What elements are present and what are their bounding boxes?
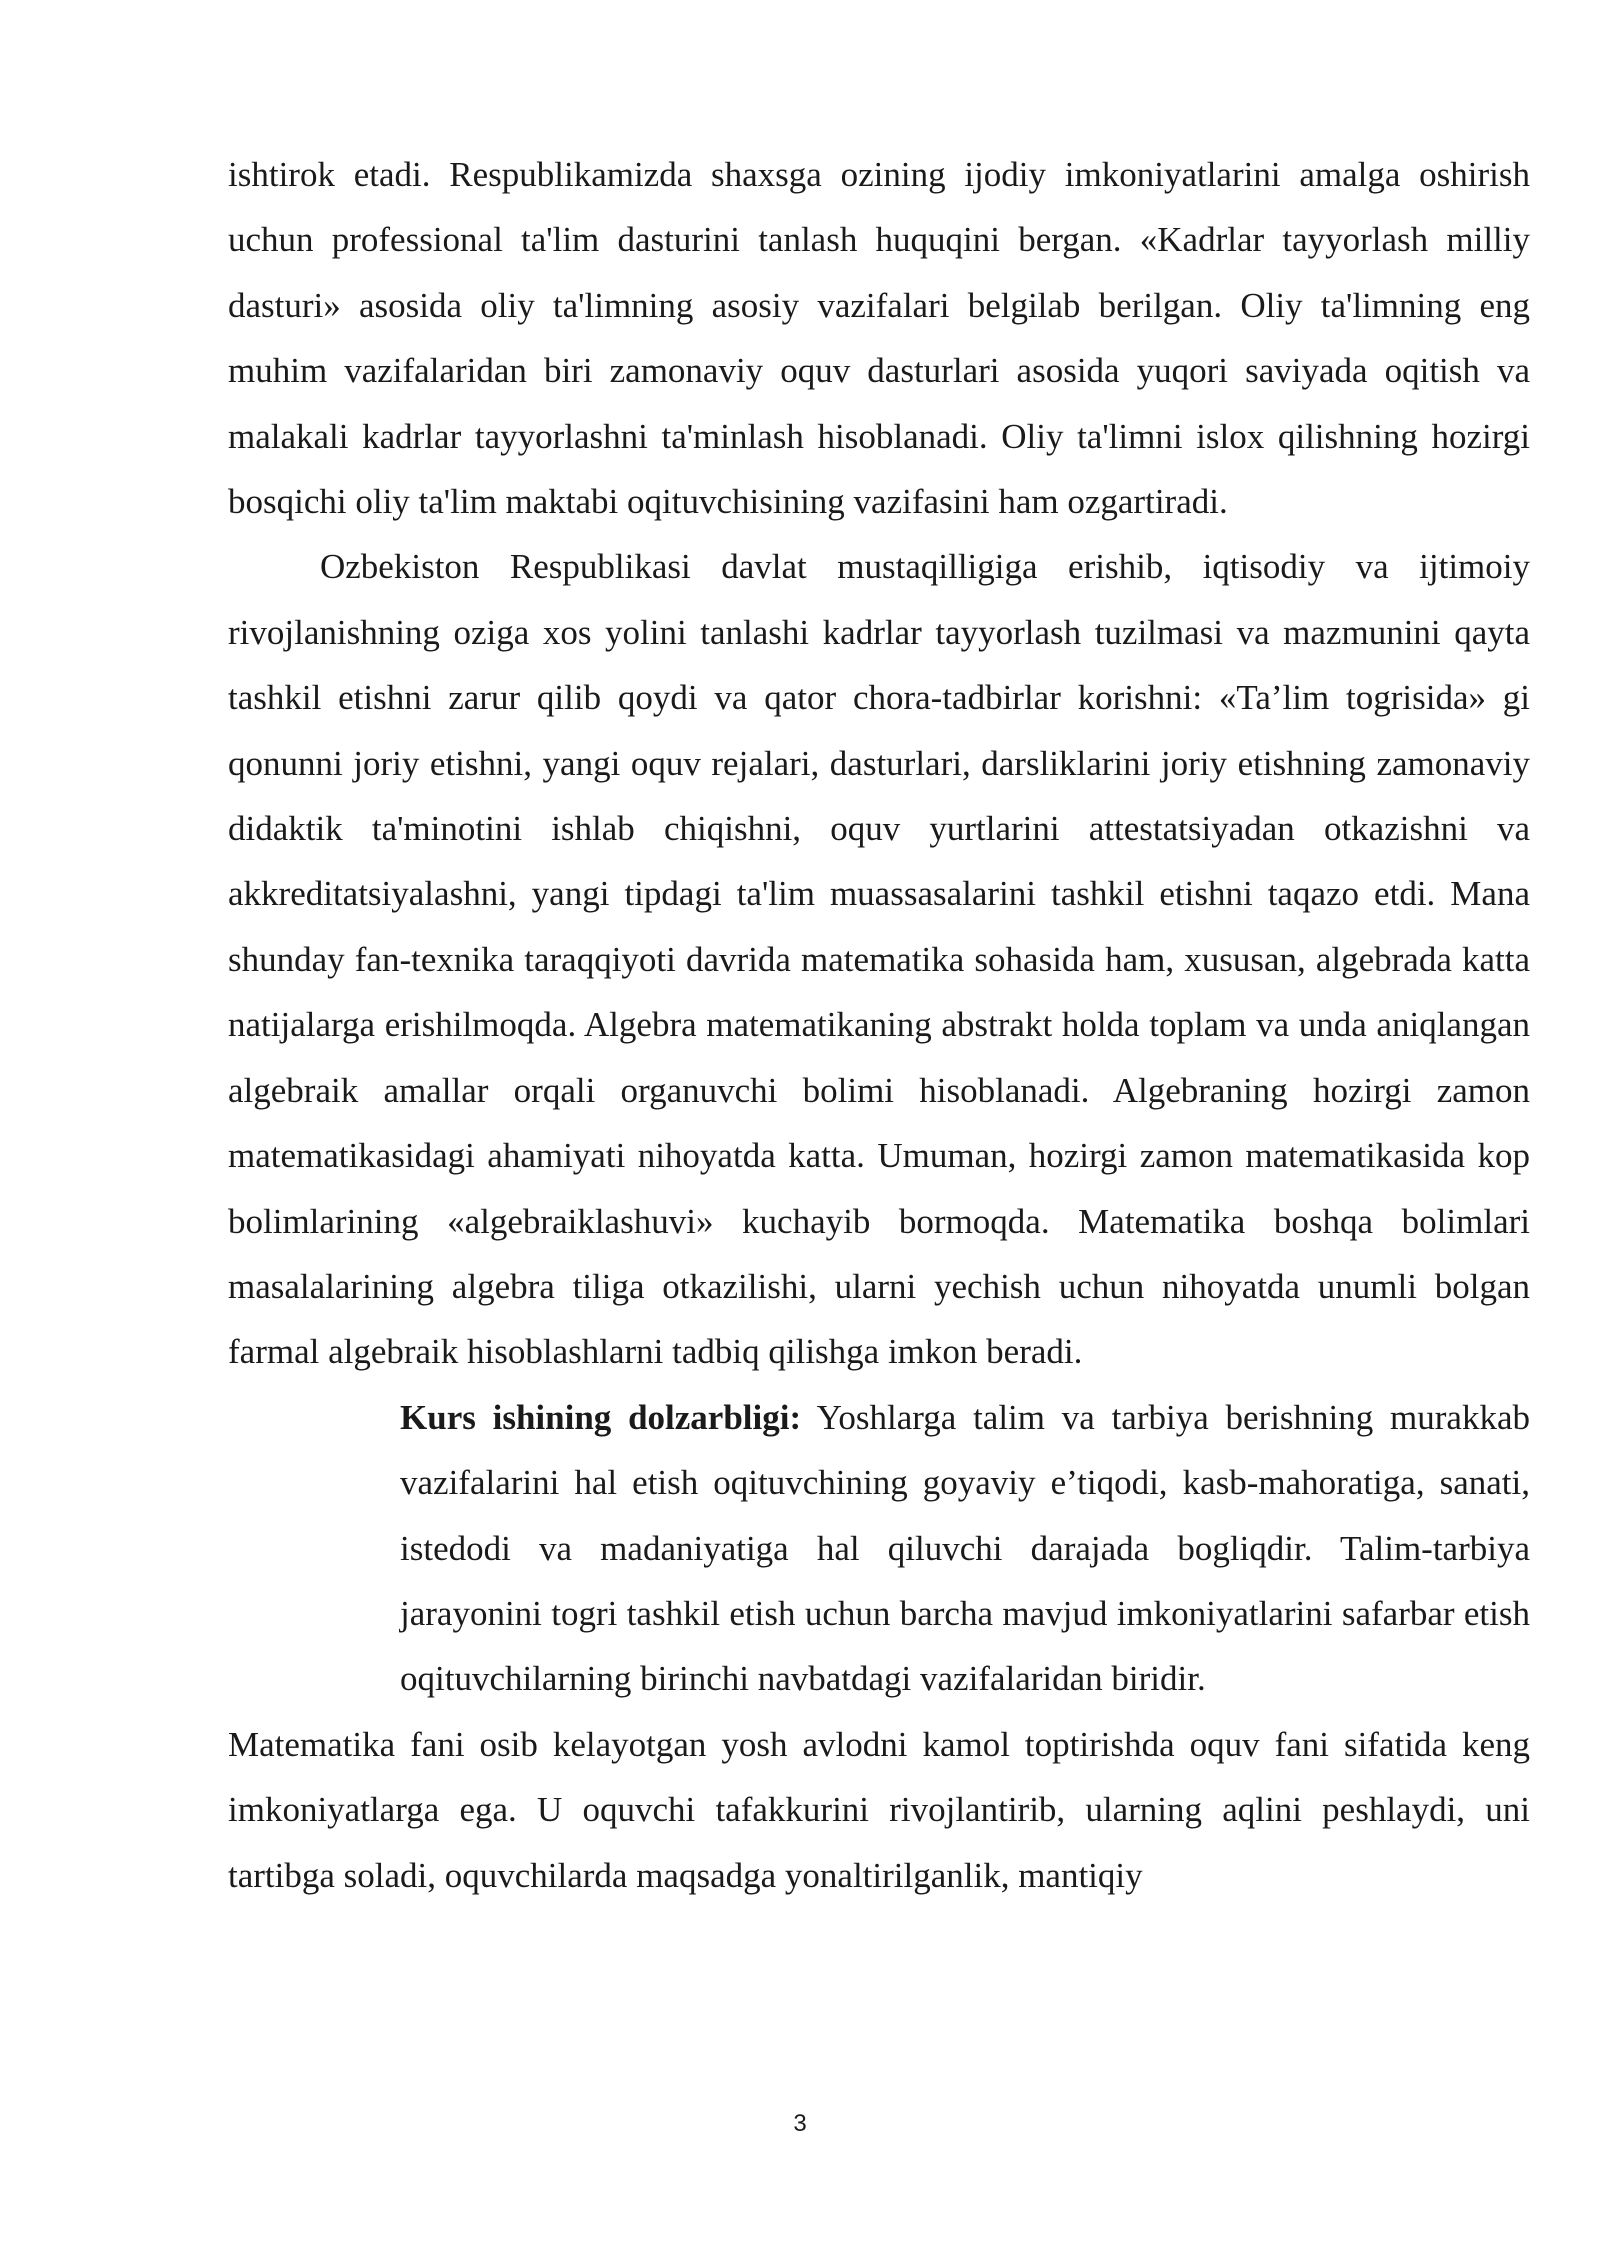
body-text (228, 142, 1530, 1908)
paragraph-2: Ozbekiston Respublikasi davlat mustaqilligiga erishib, iqtisodiy va ijtimoiy rivojlanishning oziga xos yolini tanlashi kadrlar tayyorlash tuzilmasi va mazmunini qayta tashkil etishni zarur qilib qoydi va qator chora-tadbirlar korishni: «Ta’lim togrisida» gi qonunni joriy etishni, yangi oquv rejalari, dasturlari, darsliklarini joriy etishning zamonaviy didaktik ta'minotini ishlab chiqishni, oquv yurtlarini attestatsiyadan otkazishni va akkreditatsiyalashni, yangi tipdagi ta'lim muassasalarini tashkil etishni taqazo etdi. Mana shunday fan-texnika taraqqiyoti davrida matematika sohasida ham, xususan, algebrada katta natijalarga erishilmoqda. Algebra matematikaning abstrakt holda toplam va unda aniqlangan algebraik amallar orqali organuvchi bolimi hisoblanadi. Algebraning hozirgi zamon matematikasidagi ahamiyati nihoyatda katta. Umuman, hozirgi zamon matematikasida kop bolimlarining «algebraiklashuvi» kuchayib bormoqda. Matematika boshqa bolimlari masalalarining algebra tiliga otkazilishi, ularni yechish uchun nihoyatda unumli bolgan farmal algebraik hisoblashlarni tadbiq qilishga imkon beradi. (228, 547, 1530, 1372)
paragraph-4: Matematika fani osib kelayotgan yosh avlodni kamol toptirishda oquv fani sifatida keng imkoniyatlarga ega. U oquvchi tafakkurini rivojlantirib, ularning aqlini peshlaydi, uni tartibga soladi, oquvchilarda maqsadga yonaltirilganlik, mantiqiy (228, 1724, 1530, 1895)
paragraph-3 (400, 1385, 1530, 1712)
paragraph-3-text: Yoshlarga talim va tarbiya berishning murakkab vazifalarini hal etish oqituvchining goyaviy e’tiqodi, kasb-mahoratiga, sanati, istedodi va madaniyatiga hal qiluvchi darajada bogliqdir. Talim-tarbiya jarayonini togri tashkil etish uchun barcha mavjud imkoniyatlarini safarbar etish oqituvchilarning birinchi navbatdagi vazifalaridan biridir. (400, 1397, 1530, 1699)
page-number: 3 (793, 2110, 807, 2137)
paragraph-1: ishtirok etadi. Respublikamizda shaxsga ozining ijodiy imkoniyatlarini amalga oshirish uchun professional ta'lim dasturini tanlash huquqini bergan. «Kadrlar tayyorlash milliy dasturi» asosida oliy ta'limning asosiy vazifalari belgilab berilgan. Oliy ta'limning eng muhim vazifalaridan biri zamonaviy oquv dasturlari asosida yuqori saviyada oqitish va malakali kadrlar tayyorlashni ta'minlash hisoblanadi. Oliy ta'limni islox qilishning hozirgi bosqichi oliy ta'lim maktabi oqituvchisining vazifasini ham ozgartiradi. (228, 155, 1530, 522)
section-heading-relevance: Kurs ishining dolzarbligi: (400, 1397, 802, 1437)
